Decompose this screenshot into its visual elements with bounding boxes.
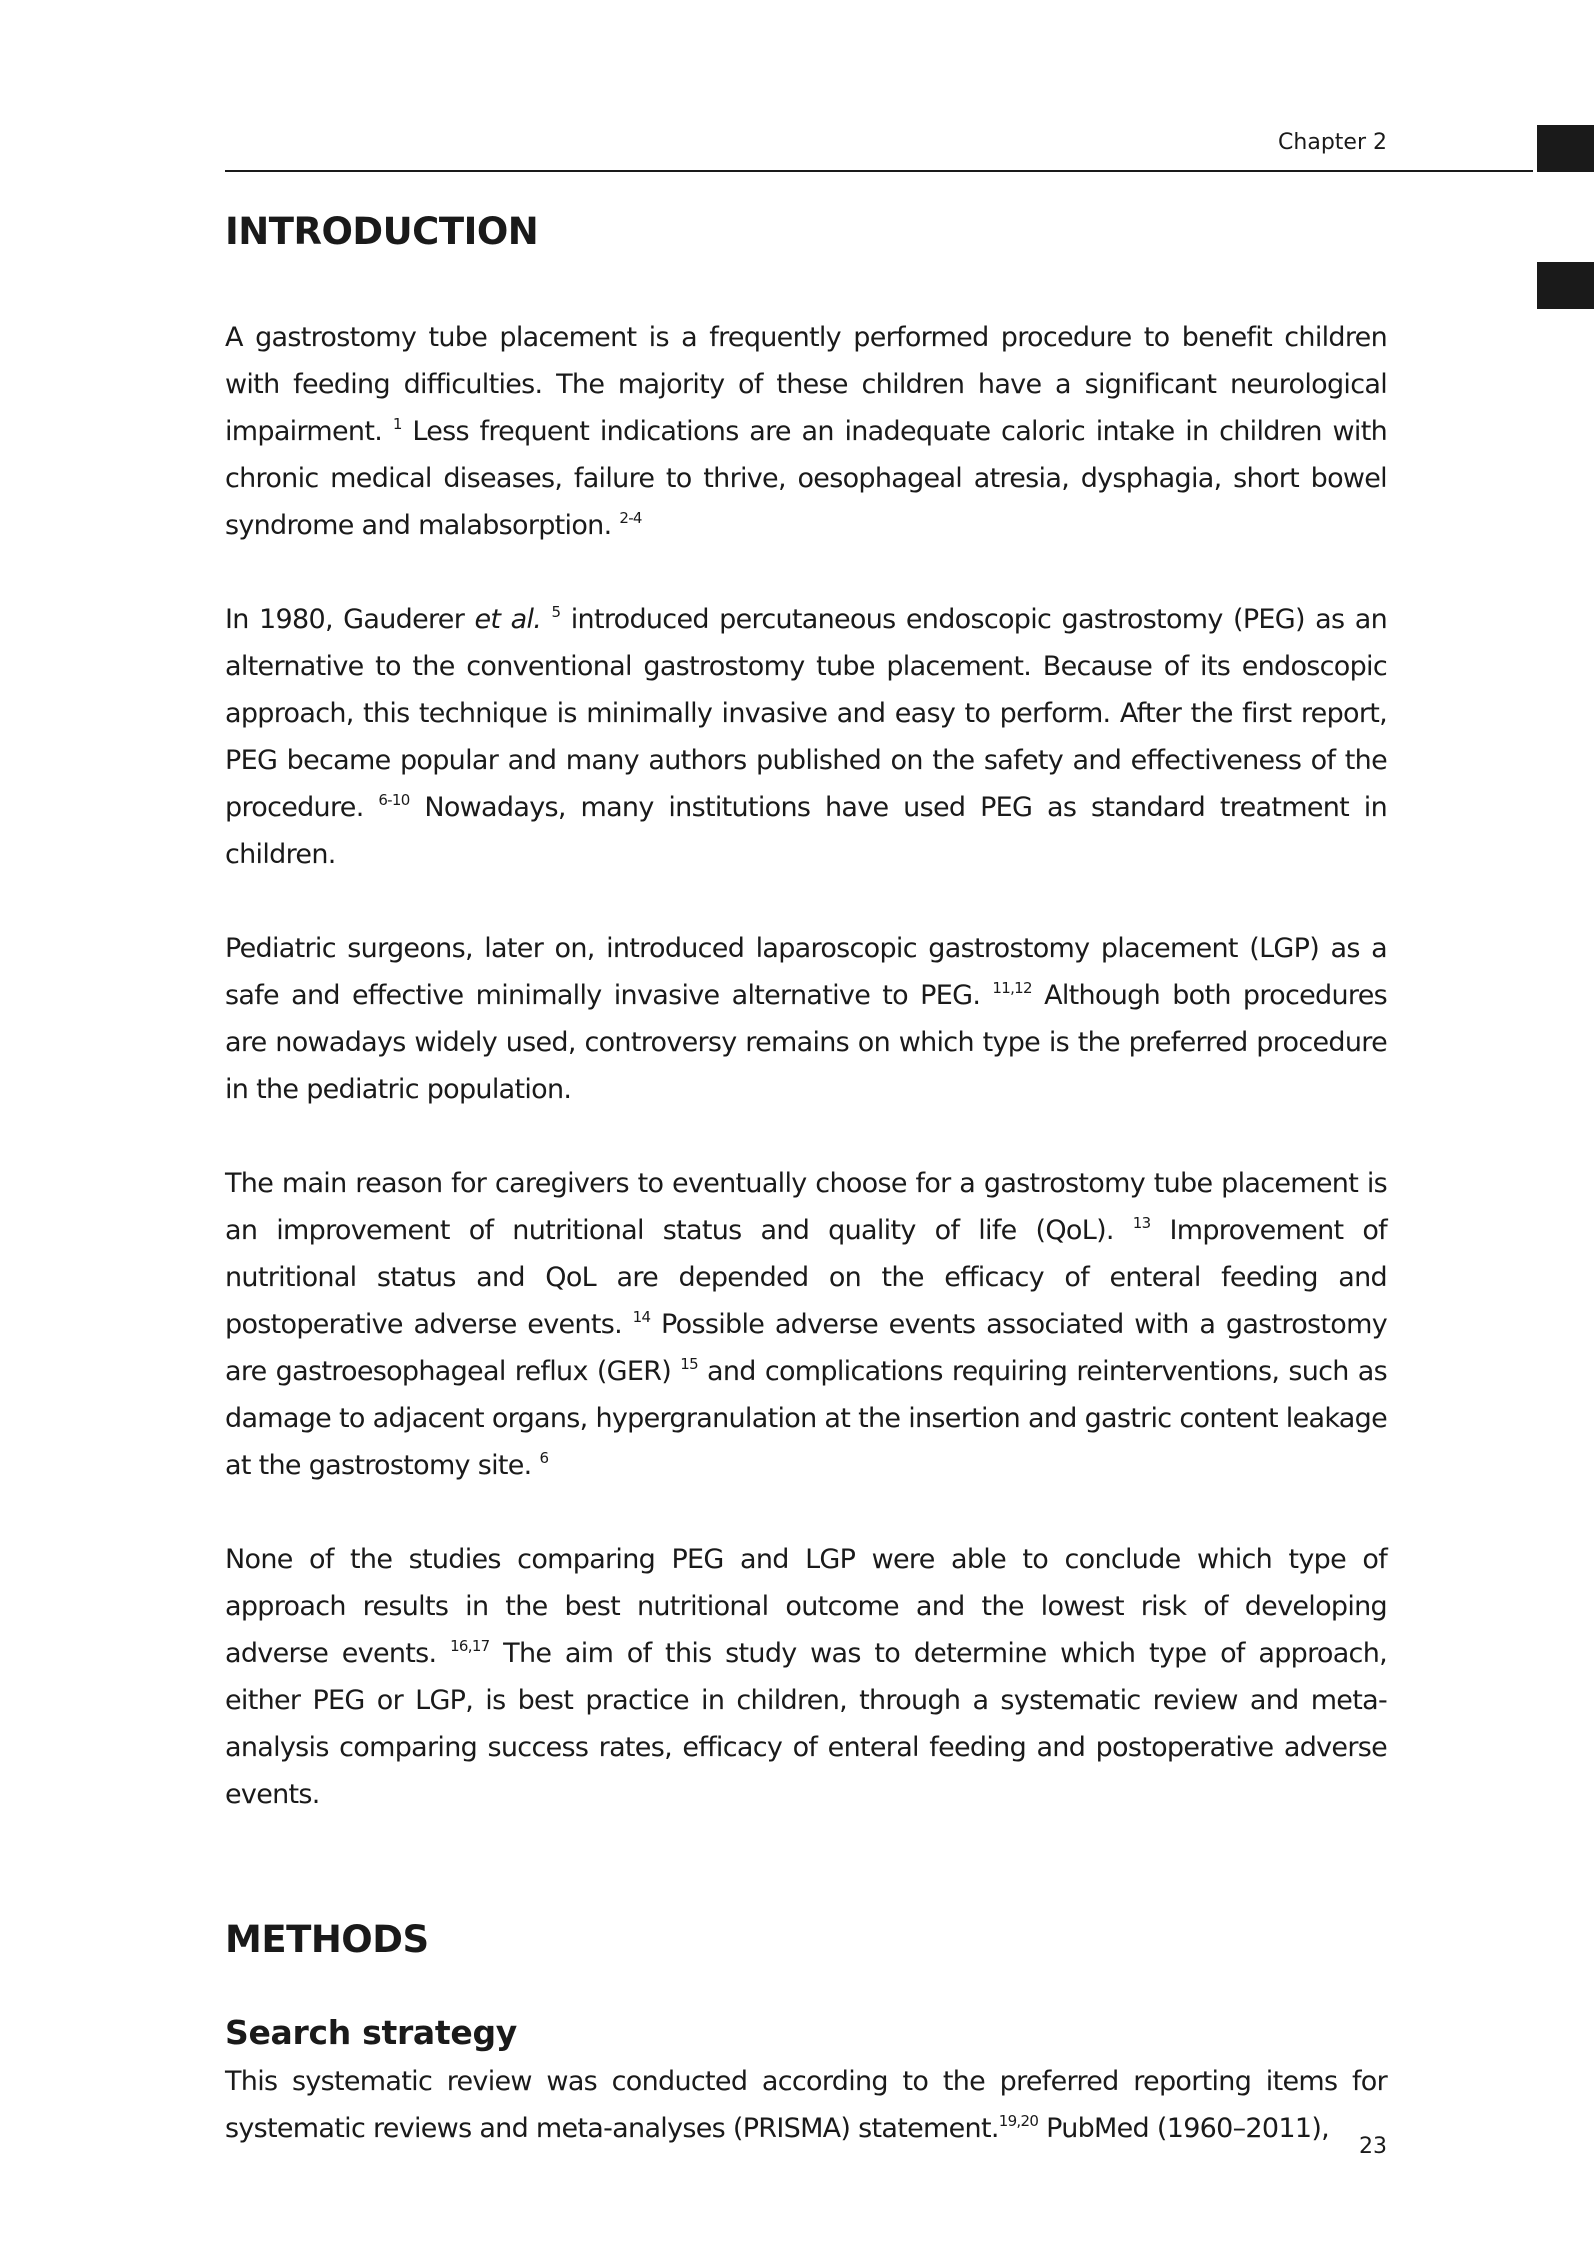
text: introduced percutaneous endoscopic gastrostomy (PEG) as an alternative to the conventional gastrostomy tube placement. Because of its endoscopic approach, this technique is minimally invasive and easy to perform. After the first report, PEG became popular and many authors published on the safety and effectiveness of the procedure. [225, 604, 1387, 824]
text: In 1980, Gauderer [225, 604, 465, 636]
paragraph-3 [225, 925, 1387, 1113]
citation: 13 [1132, 1214, 1151, 1233]
paragraph-1 [225, 314, 1387, 549]
text: A gastrostomy tube placement is a frequently performed procedure to benefit children with feeding difficulties. The majority of these children have a significant neurological impairment. [225, 322, 1387, 448]
paragraph-5 [225, 1536, 1387, 1818]
citation: 19,20 [998, 2112, 1039, 2131]
text: The main reason for caregivers to eventually choose for a gastrostomy tube placement is an improvement of nutritional status and quality of life (QoL). [225, 1168, 1387, 1247]
page-content [225, 210, 1387, 2152]
text: Possible adverse events associated with a gastrostomy are gastroesophageal reflux (GER) [225, 1309, 1388, 1388]
text: The aim of this study was to determine which type of approach, either PEG or LGP, is best practice in children, through a systematic review and meta-analysis comparing success rates, efficacy of enteral feeding and postoperative adverse events. [225, 1638, 1387, 1811]
citation: 11,12 [992, 979, 1032, 998]
text: Improvement of nutritional status and QoL are depended on the efficacy of enteral feeding and postoperative adverse events. [225, 1215, 1387, 1341]
introduction-heading: INTRODUCTION [225, 210, 539, 253]
text: PubMed (1960–2011), [1046, 2113, 1330, 2145]
paragraph-2 [225, 596, 1387, 878]
citation: 16,17 [450, 1637, 490, 1656]
methods-heading: METHODS [225, 1918, 429, 1962]
citation: 6 [539, 1449, 549, 1468]
italic-text: et al. [474, 604, 542, 636]
text: Pediatric surgeons, later on, introduced laparoscopic gastrostomy placement (LGP) as a safe and effective minimally invasive alternative to PEG. [225, 933, 1387, 1012]
paragraph-6 [225, 2058, 1387, 2152]
search-strategy-heading: Search strategy [225, 2012, 517, 2052]
text: Although both procedures are nowadays widely used, controversy remains on which type is the preferred procedure in the pediatric population. [225, 980, 1387, 1106]
text: None of the studies comparing PEG and LGP were able to conclude which type of approach results in the best nutritional outcome and the lowest risk of developing adverse events. [225, 1544, 1387, 1670]
thumb-tab-marker [1537, 262, 1594, 309]
chapter-header: Chapter 2 [1278, 130, 1387, 155]
text: Less frequent indications are an inadequate caloric intake in children with chronic medical diseases, failure to thrive, oesophageal atresia, dysphagia, short bowel syndrome and malabsorption. [225, 416, 1388, 542]
citation: 15 [680, 1355, 698, 1374]
citation: 2-4 [619, 509, 642, 528]
paragraph-4 [225, 1160, 1387, 1489]
citation: 1 [392, 415, 402, 434]
text: Nowadays, many institutions have used PEG as standard treatment in children. [225, 792, 1387, 871]
citation: 5 [551, 603, 561, 622]
citation: 14 [632, 1308, 651, 1327]
page-number: 23 [1359, 2134, 1387, 2159]
header-rule [225, 170, 1533, 172]
text: and complications requiring reinterventions, such as damage to adjacent organs, hypergranulation at the insertion and gastric content leakage at the gastrostomy site. [225, 1356, 1387, 1482]
citation: 6-10 [378, 791, 410, 810]
text: This systematic review was conducted according to the preferred reporting items for systematic reviews and meta-analyses (PRISMA) statement. [225, 2066, 1387, 2145]
thumb-tab-marker [1537, 125, 1594, 172]
